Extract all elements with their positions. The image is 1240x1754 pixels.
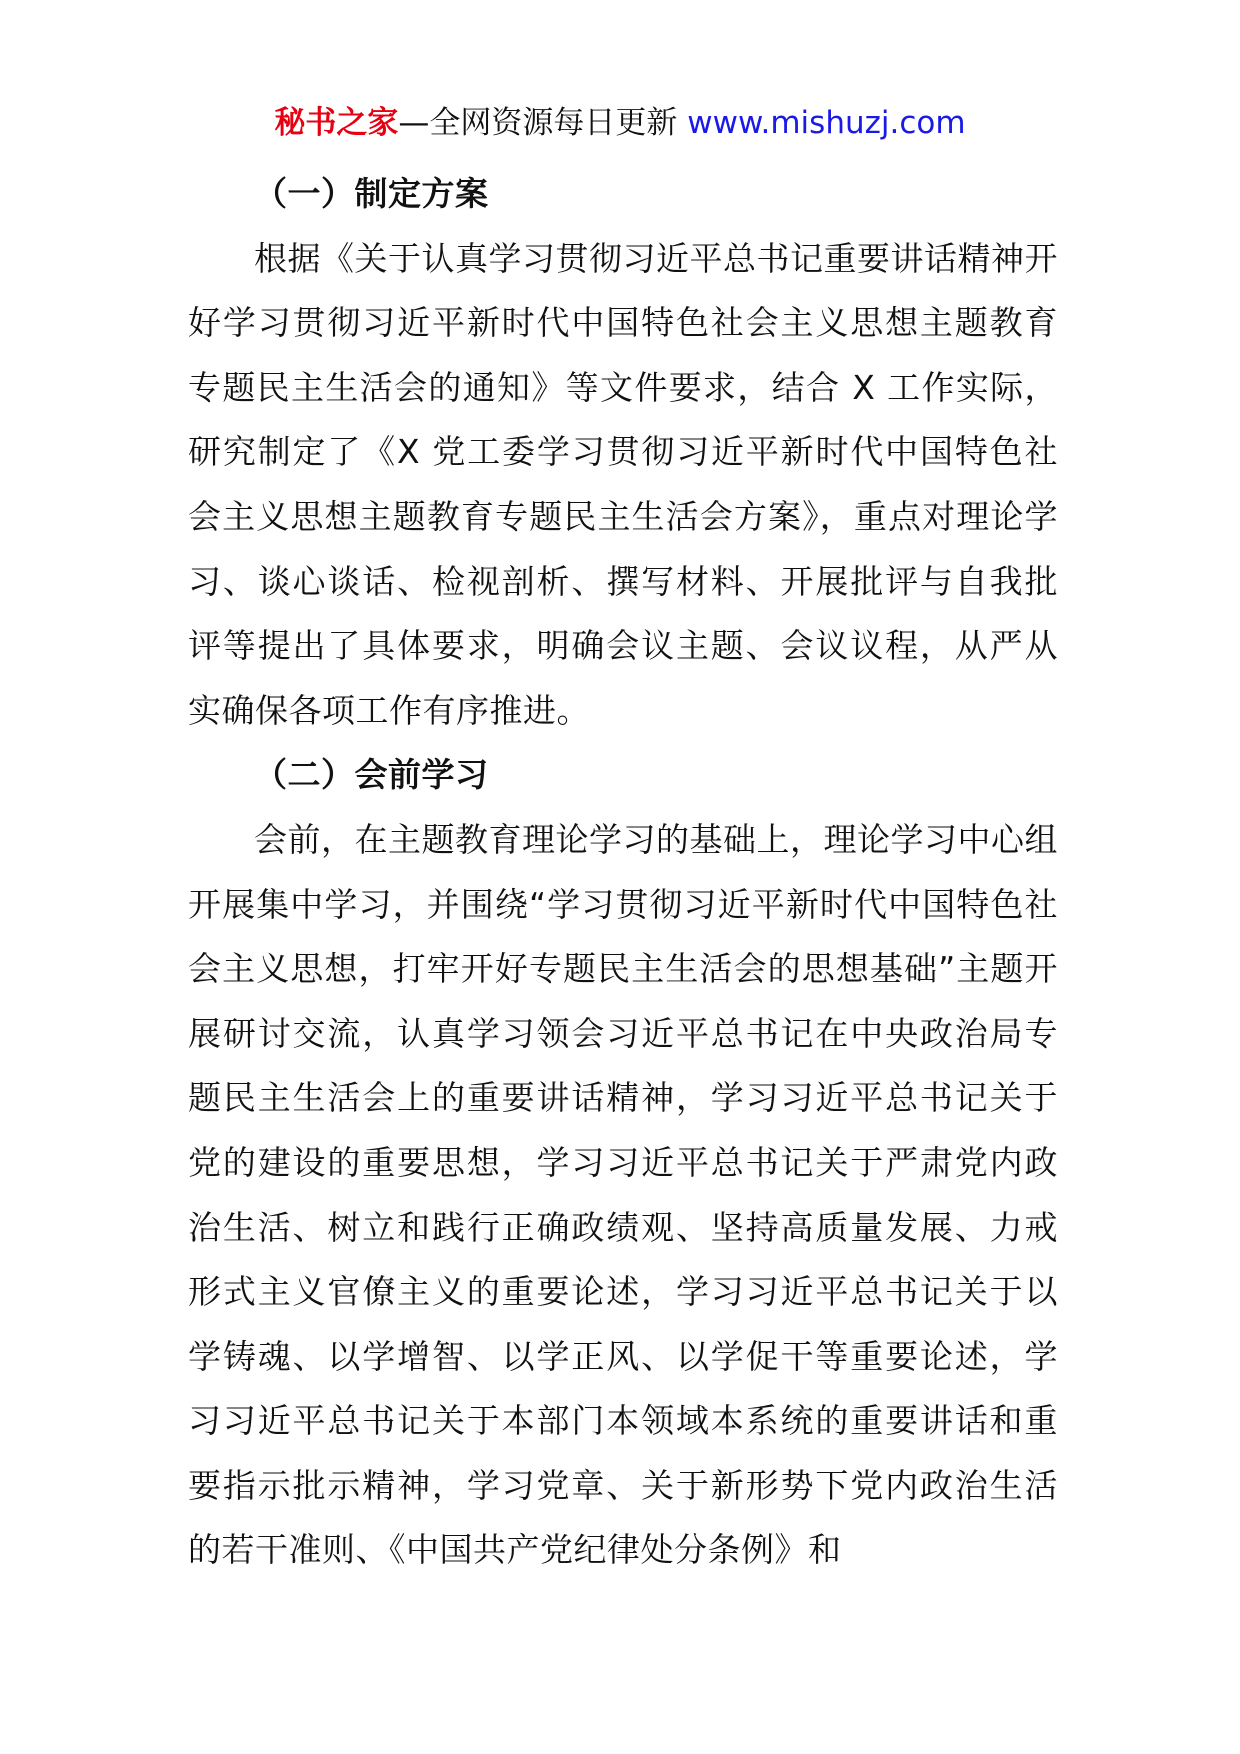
site-url-link[interactable]: www.mishuzj.com bbox=[687, 105, 966, 141]
section-paragraph-study: 会前，在主题教育理论学习的基础上，理论学习中心组开展集中学习，并围绕“学习贯彻习近平新时代中国特色社会主义思想，打牢开好专题民主生活会的思想基础”主题开展研讨交流，认真学习领会习近平总书记在中央政治局专题民主生活会上的重要讲话精神，学习习近平总书记关于党的建设的重要思想，学习习近平总书记关于严肃党内政治生活、树立和践行正确政绩观、坚持高质量发展、力戒形式主义官僚主义的重要论述，学习习近平总书记关于以学铸魂、以学增智、以学正风、以学促干等重要论述，学习习近平总书记关于本部门本领域本系统的重要讲话和重要指示批示精神，学习党章、关于新形势下党内政治生活的若干准则、《中国共产党纪律处分条例》和 bbox=[188, 819, 1058, 1570]
section-heading-plan: （一）制定方案 bbox=[254, 174, 489, 213]
brand-name: 秘书之家 bbox=[274, 105, 399, 141]
header-tagline: —全网资源每日更新 bbox=[398, 105, 688, 141]
section-heading-study: （二）会前学习 bbox=[254, 755, 489, 795]
site-header bbox=[0, 100, 1240, 146]
section-paragraph-plan: 根据《关于认真学习贯彻习近平总书记重要讲话精神开好学习贯彻习近平新时代中国特色社会主义思想主题教育专题民主生活会的通知》等文件要求，结合 X 工作实际，研究制定了《X 党工委学习贯彻习近平新时代中国特色社会主义思想主题教育专题民主生活会方案》，重点对理论学习、谈心谈话、检视剖析、撰写材料、开展批评与自我批评等提出了具体要求，明确会议主题、会议议程，从严从实确保各项工作有序推进。 bbox=[188, 238, 1058, 730]
document-body bbox=[188, 162, 1058, 1583]
